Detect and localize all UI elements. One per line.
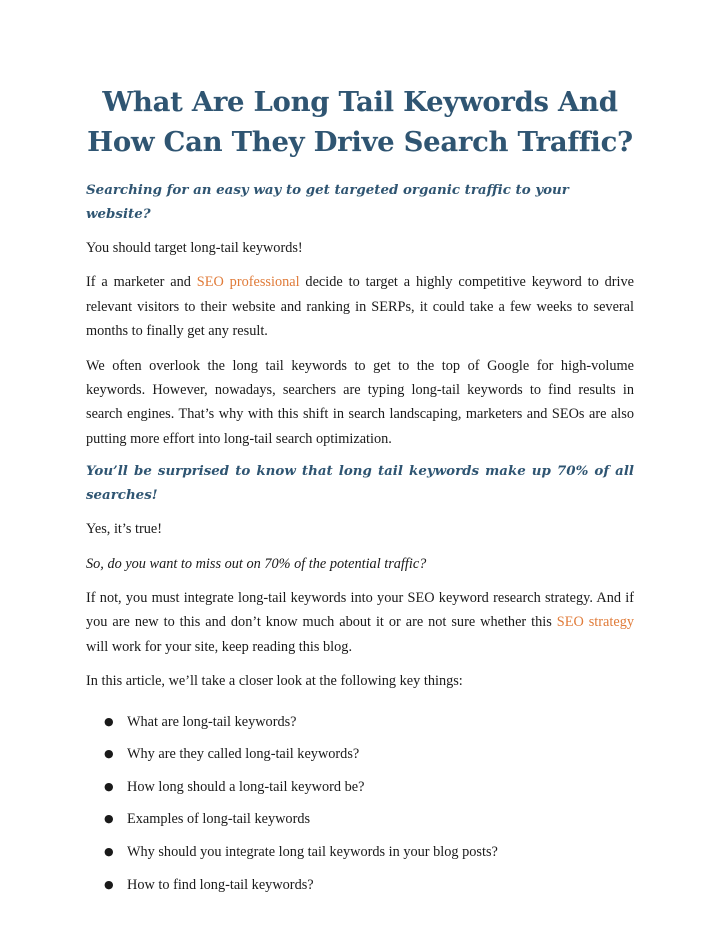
bullet-icon: ● [104, 812, 114, 826]
article-title-line-1: What Are Long Tail Keywords And [102, 86, 618, 118]
paragraph-miss-out: So, do you want to miss out on 70% of the potential traffic? [86, 555, 427, 572]
bullet-icon: ● [104, 779, 114, 793]
seo-strategy-link[interactable]: SEO strategy [556, 614, 634, 631]
list-item [86, 840, 634, 864]
paragraph-integrate-text-2: will work for your site, keep reading this blog. [86, 638, 353, 655]
paragraph-in-this-article: In this article, we’ll take a closer look at the following key things: [86, 673, 463, 690]
list-item [86, 710, 634, 734]
paragraph-marketer-text-1: If a marketer and [86, 274, 197, 291]
paragraph-overlook: We often overlook the long tail keywords to get to the top of Google for high-volume keywords. However, nowadays, searchers are typing long-tail keywords to find results in search engines. That’s why with this shift in search landscaping, marketers and SEOs are also putting more effort into long-tail search optimization. [86, 357, 634, 447]
list-item-text: What are long-tail keywords? [127, 713, 297, 730]
paragraph-integrate [86, 586, 634, 659]
paragraph-marketer-text-2: decide to target a highly competitive keyword to drive relevant visitors to their website and ranking in SERPs, it could take a few weeks to several months to finally get any result. [86, 274, 635, 340]
bullet-icon: ● [104, 845, 114, 859]
list-item-text: Why should you integrate long tail keywords in your blog posts? [127, 844, 498, 861]
list-item-text: Why are they called long-tail keywords? [127, 746, 360, 763]
article-title-line-2: How Can They Drive Search Traffic? [87, 126, 633, 158]
list-item [86, 873, 634, 897]
subheading-seventy-percent: You’ll be surprised to know that long tail keywords make up 70% of all searches! [86, 463, 634, 504]
list-item [86, 807, 634, 831]
list-item [86, 742, 634, 766]
subheading-intro: Searching for an easy way to get targeted organic traffic to your website? [86, 182, 569, 222]
list-item [86, 775, 634, 799]
paragraph-target-long-tail: You should target long-tail keywords! [86, 240, 303, 256]
bullet-icon: ● [104, 877, 114, 891]
paragraph-marketer [86, 270, 634, 343]
seo-professional-link[interactable]: SEO professional [196, 274, 300, 291]
list-item-text: Examples of long-tail keywords [127, 811, 311, 828]
paragraph-integrate-text-1: If not, you must integrate long-tail keywords into your SEO keyword research strategy. And if you are new to this and don’t know much about it or are not sure whether this [86, 590, 634, 631]
paragraph-yes-true: Yes, it’s true! [86, 521, 162, 538]
list-item-text: How to find long-tail keywords? [127, 876, 314, 893]
list-item-text: How long should a long-tail keyword be? [127, 778, 365, 795]
bullet-icon: ● [104, 714, 114, 728]
key-things-list [86, 710, 634, 897]
article-title [86, 82, 634, 162]
bullet-icon: ● [104, 747, 114, 761]
